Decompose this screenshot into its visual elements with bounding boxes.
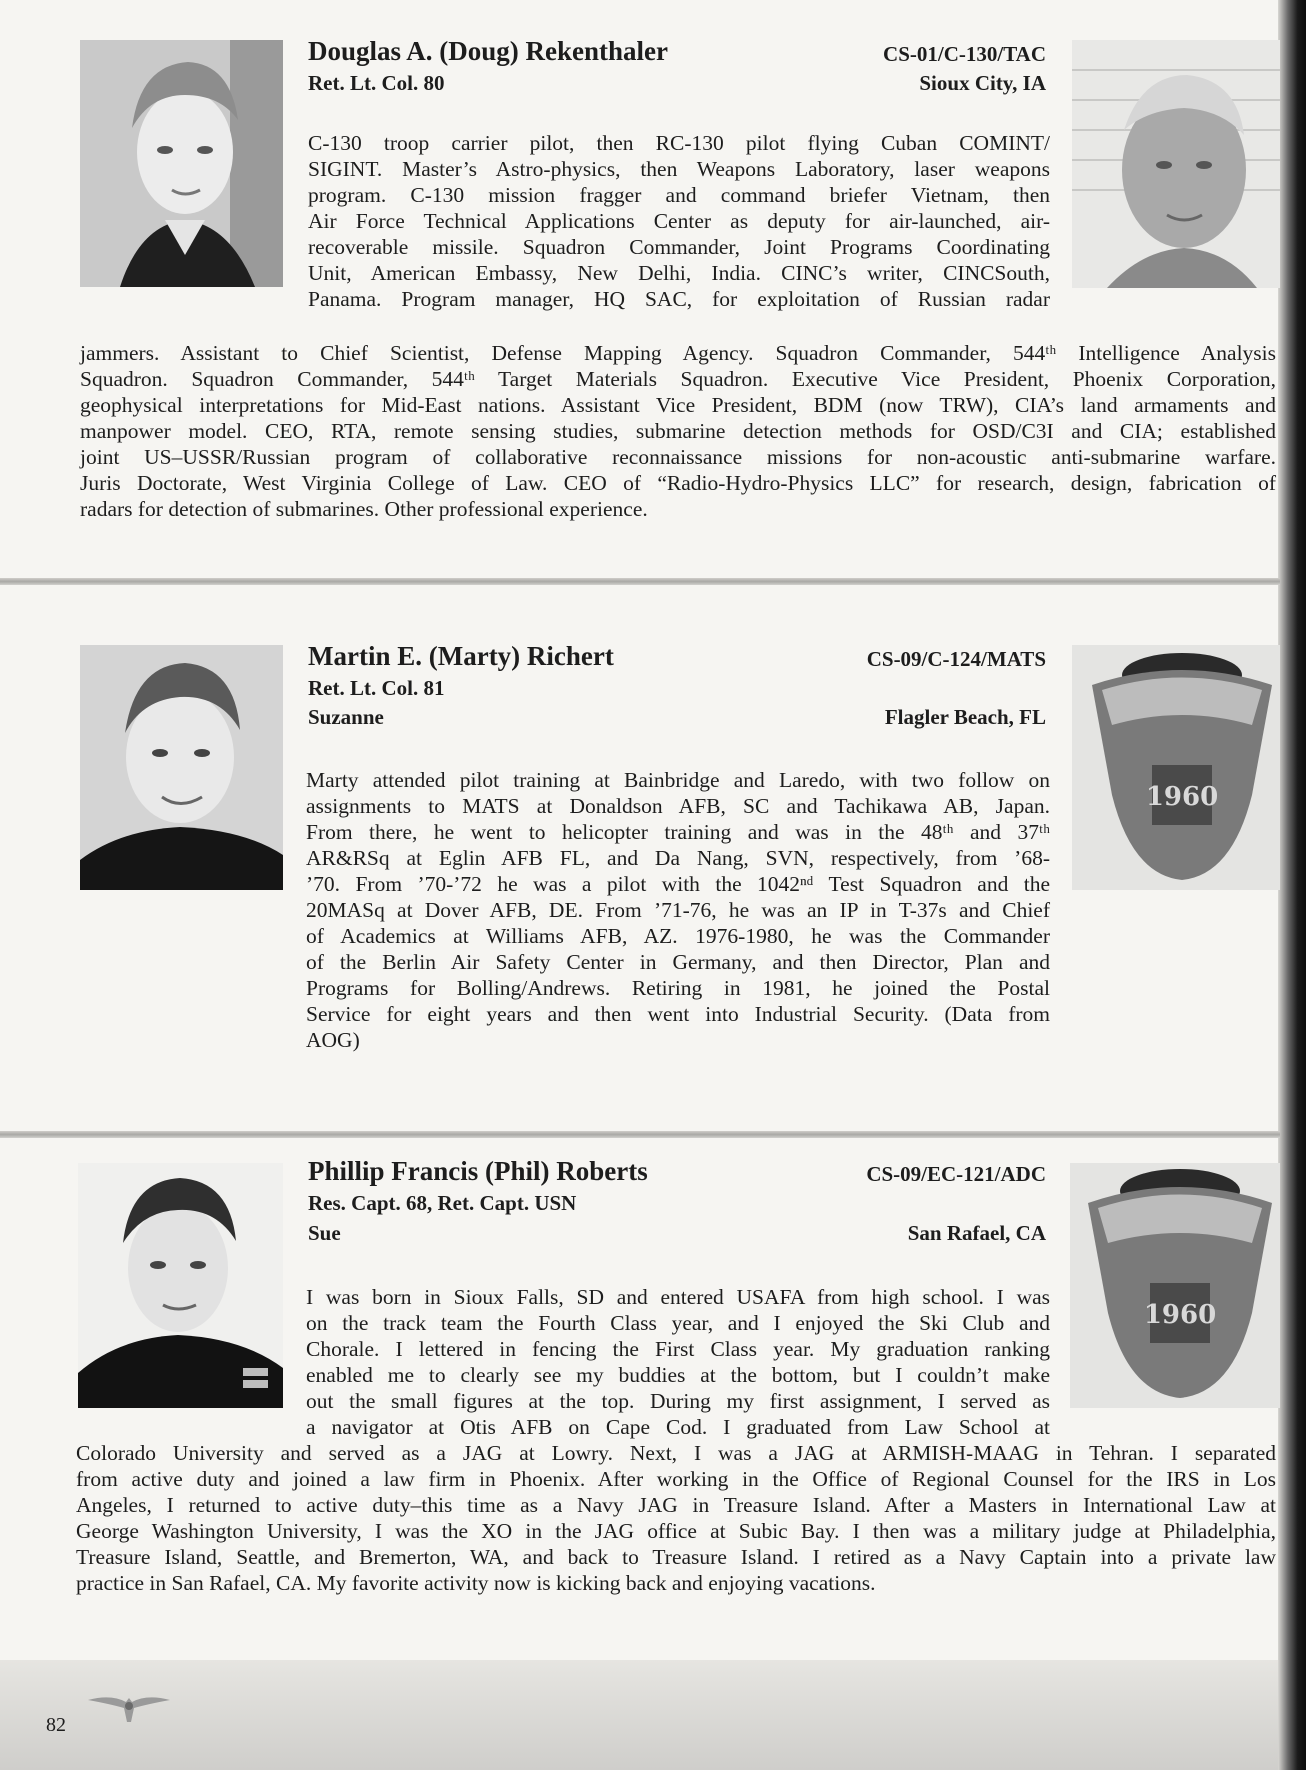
bio-line: of the Berlin Air Safety Center in Germany, and then Director, Plan and [306, 950, 1050, 974]
bio-line: Air Force Technical Applications Center as deputy for air-launched, air- [308, 209, 1050, 233]
bio-line: practice in San Rafael, CA. My favorite activity now is kicking back and enjoying vacations. [76, 1571, 876, 1595]
bio-line: a navigator at Otis AFB on Cape Cod. I graduated from Law School at [306, 1415, 1050, 1439]
bio-line: joint US–USSR/Russian program of collaborative reconnaissance missions for non-acoustic anti-submarine warfare. [80, 445, 1276, 469]
page-footer-band [0, 1660, 1306, 1770]
svg-text:1960: 1960 [1143, 1300, 1217, 1330]
bio-column [308, 130, 1050, 312]
bio-line: program. C-130 mission fragger and command briefer Vietnam, then [308, 183, 1050, 207]
bio-line: from active duty and joined a law firm in Phoenix. After working in the Office of Regional Counsel for the IRS in Los [76, 1467, 1276, 1491]
bio-line: Programs for Bolling/Andrews. Retiring in 1981, he joined the Postal [306, 976, 1050, 1000]
bio-line: geophysical interpretations for Mid-East nations. Assistant Vice President, BDM (now TRW), CIA’s land armaments and [80, 393, 1276, 417]
assignment-code: CS-09/C-124/MATS [866, 647, 1046, 671]
entry-divider [0, 578, 1280, 585]
bio-line: of Academics at Williams AFB, AZ. 1976-1980, he was the Commander [306, 924, 1050, 948]
hometown: San Rafael, CA [907, 1221, 1046, 1245]
bio-line: radars for detection of submarines. Other professional experience. [80, 497, 648, 521]
person-name: Martin E. (Marty) Richert [308, 641, 614, 671]
bio-line: Chorale. I lettered in fencing the First Class year. My graduation ranking [306, 1337, 1050, 1361]
bio-line: Juris Doctorate, West Virginia College of Law. CEO of “Radio-Hydro-Physics LLC” for research, design, fabrication of [80, 471, 1276, 495]
bio-line: Squadron. Squadron Commander, 544ᵗʰ Target Materials Squadron. Executive Vice President, Phoenix Corporation, [80, 367, 1276, 391]
bio-line: enabled me to clearly see my buddies at the bottom, but I couldn’t make [306, 1363, 1050, 1387]
bio-line: manpower model. CEO, RTA, remote sensing studies, submarine detection methods for OSD/C3I and CIA; established [80, 419, 1276, 443]
bio-line: ’70. From ’70-’72 he was a pilot with the 1042ⁿᵈ Test Squadron and the [306, 872, 1050, 896]
bio-line: Service for eight years and then went into Industrial Security. (Data from [306, 1002, 1050, 1026]
bio-column [306, 767, 1050, 1053]
person-rank: Ret. Lt. Col. 81 [308, 676, 445, 700]
person-rank: Res. Capt. 68, Ret. Capt. USN [308, 1191, 577, 1215]
hometown: Sioux City, IA [919, 71, 1046, 95]
person-name: Douglas A. (Doug) Rekenthaler [308, 36, 669, 66]
spouse-name: Sue [308, 1221, 341, 1245]
cadet-portrait-rekenthaler [80, 40, 283, 287]
recent-portrait-rekenthaler [1072, 40, 1280, 288]
bio-full-width [76, 1440, 1276, 1596]
assignment-code: CS-01/C-130/TAC [883, 42, 1046, 66]
bio-line: assignments to MATS at Donaldson AFB, SC and Tachikawa AB, Japan. [306, 794, 1050, 818]
assignment-code: CS-09/EC-121/ADC [866, 1162, 1046, 1186]
bio-column [306, 1284, 1050, 1440]
bio-line: George Washington University, I was the XO in the JAG office at Subic Bay. I then was a military judge at Philadelphia, [76, 1519, 1276, 1543]
pilot-wings-icon [86, 1686, 172, 1726]
bio-line: on the track team the Fourth Class year, and I enjoyed the Ski Club and [306, 1311, 1050, 1335]
class-ring-photo-roberts [1070, 1163, 1280, 1408]
bio-line: recoverable missile. Squadron Commander, Joint Programs Coordinating [308, 235, 1050, 259]
bio-line: C-130 troop carrier pilot, then RC-130 pilot flying Cuban COMINT/ [308, 131, 1050, 155]
bio-line: SIGINT. Master’s Astro-physics, then Weapons Laboratory, laser weapons [308, 157, 1050, 181]
bio-line: Panama. Program manager, HQ SAC, for exploitation of Russian radar [308, 287, 1050, 311]
bio-line: Unit, American Embassy, New Delhi, India. CINC’s writer, CINCSouth, [308, 261, 1050, 285]
page-binding-shadow [1278, 0, 1306, 1770]
person-name: Phillip Francis (Phil) Roberts [308, 1156, 648, 1186]
class-ring-photo-richert [1072, 645, 1280, 890]
bio-line: 20MASq at Dover AFB, DE. From ’71-76, he was an IP in T-37s and Chief [306, 898, 1050, 922]
cadet-portrait-roberts [78, 1163, 283, 1408]
page-number: 82 [46, 1714, 66, 1736]
bio-line: AOG) [306, 1028, 360, 1052]
bio-line: out the small figures at the top. During my first assignment, I served as [306, 1389, 1050, 1413]
bio-line: jammers. Assistant to Chief Scientist, Defense Mapping Agency. Squadron Commander, 544ᵗʰ Intelligence Analysis [80, 341, 1276, 365]
cadet-portrait-richert [80, 645, 283, 890]
spouse-name: Suzanne [308, 705, 384, 729]
bio-line: Treasure Island, Seattle, and Bremerton, WA, and back to Treasure Island. I retired as a Navy Captain into a private law [76, 1545, 1276, 1569]
bio-full-width [80, 340, 1276, 522]
hometown: Flagler Beach, FL [884, 705, 1046, 729]
bio-line: Colorado University and served as a JAG at Lowry. Next, I was a JAG at ARMISH-MAAG in Tehran. I separated [76, 1441, 1276, 1465]
bio-line: AR&RSq at Eglin AFB FL, and Da Nang, SVN, respectively, from ’68- [306, 846, 1050, 870]
bio-line: Angeles, I returned to active duty–this time as a Navy JAG in Treasure Island. After a Masters in International Law at [76, 1493, 1276, 1517]
bio-line: I was born in Sioux Falls, SD and entered USAFA from high school. I was [306, 1285, 1050, 1309]
svg-text:1960: 1960 [1145, 782, 1219, 812]
person-rank: Ret. Lt. Col. 80 [308, 71, 445, 95]
bio-line: From there, he went to helicopter training and was in the 48ᵗʰ and 37ᵗʰ [306, 820, 1050, 844]
entry-divider [0, 1131, 1280, 1138]
bio-line: Marty attended pilot training at Bainbridge and Laredo, with two follow on [306, 768, 1050, 792]
